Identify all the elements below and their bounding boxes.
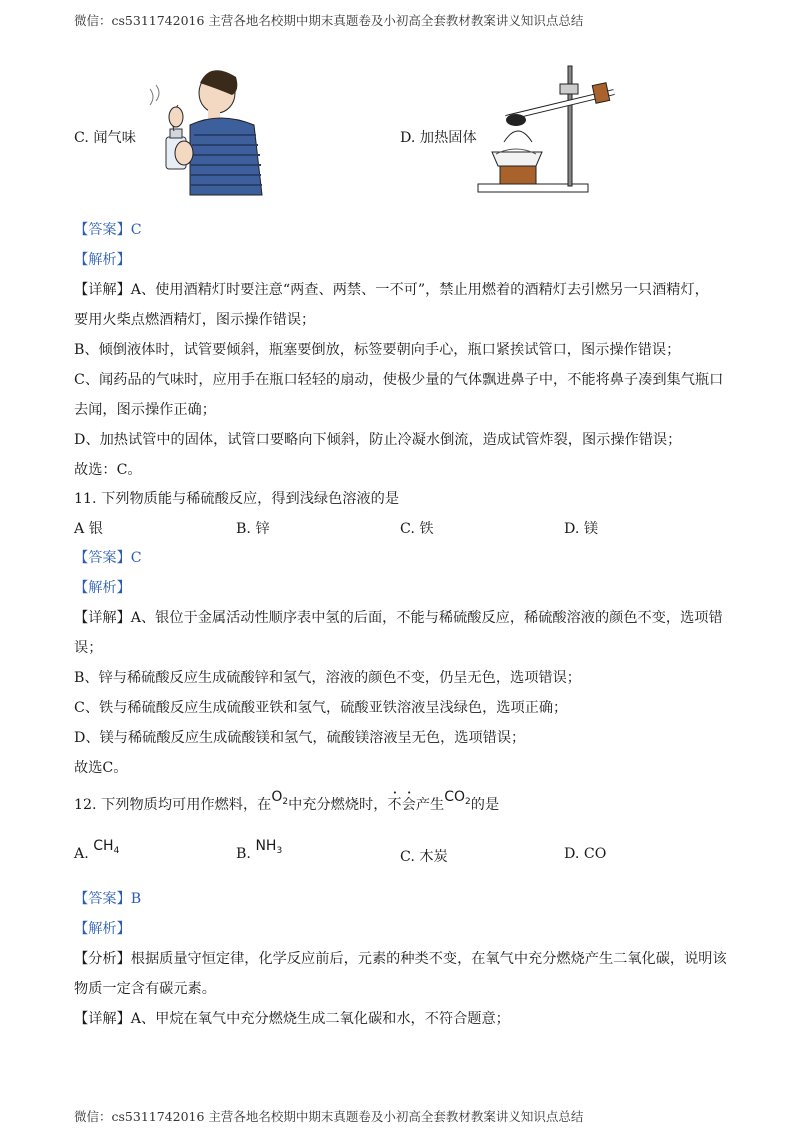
q12-stem-c: 产生: [415, 797, 445, 813]
q11-option-d: D. 镁: [564, 521, 599, 537]
page-footer: 微信：cs5311742016 主营各地名校期中期末真题卷及小初高全套教材教案讲义知识点总结: [74, 1109, 584, 1124]
nh3-formula: $NH_3$: [255, 838, 283, 856]
emphasis-bu: 不: [387, 797, 402, 813]
o2-formula: $O_2$: [271, 789, 289, 807]
option-c-label: C. 闻气味: [74, 130, 136, 146]
q11-stem: 11. 下列物质能与稀硫酸反应，得到浅绿色溶液的是: [74, 491, 400, 507]
q10-detail-2: 要用火柴点燃酒精灯，图示操作错误；: [74, 312, 316, 328]
q11-detail-3: B、锌与稀硫酸反应生成硫酸锌和氢气，溶液的颜色不变，仍呈无色，选项错误；: [74, 670, 581, 686]
q12-analysis-1: 【分析】根据质量守恒定律，化学反应前后，元素的种类不变，在氧气中充分燃烧产生二氧化碳，说明该: [74, 951, 727, 967]
q12-answer: 【答案】B: [74, 891, 142, 907]
q10-detail-3: B、倾倒液体时，试管要倾斜，瓶塞要倒放，标签要朝向手心，瓶口紧挨试管口，图示操作错误；: [74, 342, 681, 358]
q10-detail-1: 【详解】A、使用酒精灯时要注意“两查、两禁、一不可”，禁止用燃着的酒精灯去引燃另一只酒精灯，: [74, 282, 709, 298]
co2-formula: $CO_2$: [444, 789, 471, 807]
q12-option-d: D. CO: [564, 846, 607, 862]
q10-detail-6: D、加热试管中的固体，试管口要略向下倾斜，防止冷凝水倒流，造成试管炸裂，图示操作错误；: [74, 432, 682, 448]
q10-detail-4: C、闻药品的气味时，应用手在瓶口轻轻的扇动，使极少量的气体飘进鼻子中，不能将鼻子凑到集气瓶口: [74, 372, 724, 388]
option-d-label: D. 加热固体: [400, 130, 477, 146]
q11-detail-5: D、镁与稀硫酸反应生成硫酸镁和氢气，硫酸镁溶液呈无色，选项错误；: [74, 730, 526, 746]
q11-detail-1: 【详解】A、银位于金属活动性顺序表中氢的后面，不能与稀硫酸反应，稀硫酸溶液的颜色不变，选项错: [74, 610, 723, 626]
q10-conclusion: 故选：C。: [74, 462, 142, 478]
q11-option-b: B. 锌: [236, 521, 270, 537]
q11-conclusion: 故选C。: [74, 760, 128, 776]
q12-stem-a: 12. 下列物质均可用作燃料，在: [74, 797, 272, 813]
heating-apparatus-figure: [476, 62, 626, 200]
q10-analysis-label: 【解析】: [74, 252, 131, 268]
q12-option-b: B. $NH_3$: [236, 838, 283, 862]
emphasis-hui: 会: [401, 797, 416, 813]
q12-stem: [74, 789, 500, 815]
q10-answer: 【答案】C: [74, 222, 142, 238]
q11-analysis-label: 【解析】: [74, 580, 131, 596]
q12-stem-b: 中充分燃烧时，: [288, 797, 388, 813]
q11-option-c: C. 铁: [400, 521, 434, 537]
q12-analysis-2: 物质一定含有碳元素。: [74, 981, 216, 997]
q12-detail-1: 【详解】A、甲烷在氧气中充分燃烧生成二氧化碳和水，不符合题意；: [74, 1011, 510, 1027]
q11-option-a: A 银: [74, 521, 103, 537]
smell-figure: [142, 65, 267, 200]
q12-option-c: C. 木炭: [400, 849, 448, 865]
ch4-formula: $CH_4$: [93, 838, 120, 856]
q11-answer: 【答案】C: [74, 550, 142, 566]
q12-option-a: A. $CH_4$: [74, 838, 120, 862]
page-header: 微信：cs5311742016 主营各地名校期中期末真题卷及小初高全套教材教案讲义知识点总结: [74, 13, 584, 28]
q11-detail-2: 误；: [74, 640, 103, 656]
q10-detail-5: 去闻，图示操作正确；: [74, 402, 216, 418]
q12-analysis-label: 【解析】: [74, 921, 131, 937]
q11-detail-4: C、铁与稀硫酸反应生成硫酸亚铁和氢气，硫酸亚铁溶液呈浅绿色，选项正确；: [74, 700, 568, 716]
q12-stem-d: 的是: [470, 797, 500, 813]
